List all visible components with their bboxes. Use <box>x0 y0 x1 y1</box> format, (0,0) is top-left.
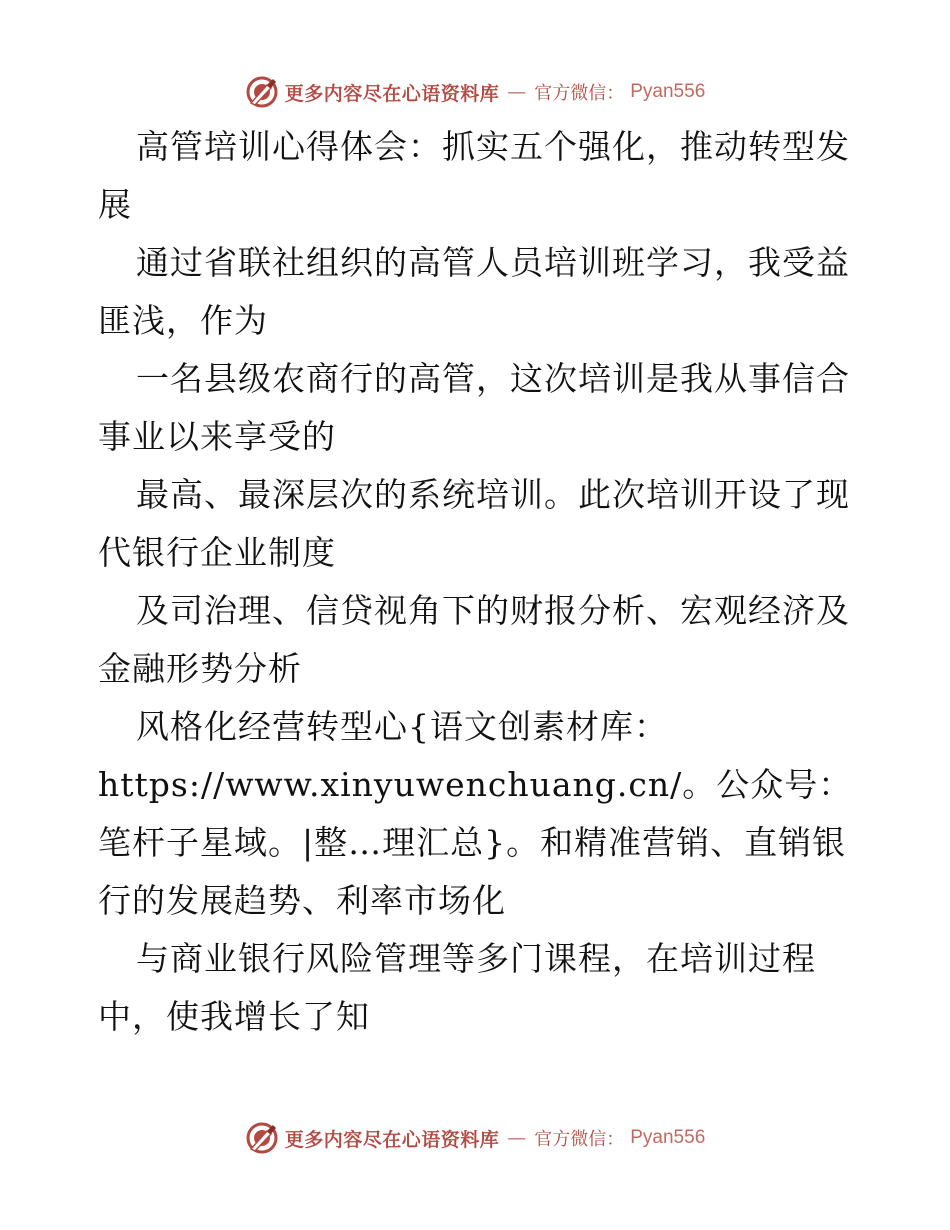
banner-wechat-id: Pyan556 <box>630 81 706 102</box>
banner-separator: — <box>507 81 527 103</box>
banner-official-label: 官方微信： <box>534 83 625 104</box>
header-watermark-banner <box>0 72 950 112</box>
paragraph: 一名县级农商行的高管，这次培训是我从事信合事业以来享受的 <box>98 359 850 456</box>
document-title: 高管培训心得体会：抓实五个强化，推动转型发展 <box>98 127 850 224</box>
pen-logo-icon <box>245 75 279 109</box>
banner-official-label: 官方微信： <box>534 1129 625 1150</box>
paragraph: 风格化经营转型心{语文创素材库：https://www.xinyuwenchuang.cn/。公众号：笔杆子星域。|整…理汇总}。和精准营销、直销银行的发展趋势、利率市场化 <box>98 707 853 920</box>
banner-title: 更多内容尽在心语资料库 <box>284 1128 500 1151</box>
footer-watermark-banner <box>0 1118 950 1158</box>
paragraph: 及司治理、信贷视角下的财报分析、宏观经济及金融形势分析 <box>98 591 850 688</box>
document-body <box>98 118 858 1046</box>
pen-logo-icon <box>245 1121 279 1155</box>
banner-wechat-id: Pyan556 <box>630 1127 706 1148</box>
banner-title: 更多内容尽在心语资料库 <box>284 82 500 105</box>
banner-separator: — <box>507 1127 527 1149</box>
paragraph: 通过省联社组织的高管人员培训班学习，我受益匪浅，作为 <box>98 243 850 340</box>
paragraph: 最高、最深层次的系统培训。此次培训开设了现代银行企业制度 <box>98 475 850 572</box>
paragraph: 与商业银行风险管理等多门课程，在培训过程中，使我增长了知 <box>98 939 816 1036</box>
